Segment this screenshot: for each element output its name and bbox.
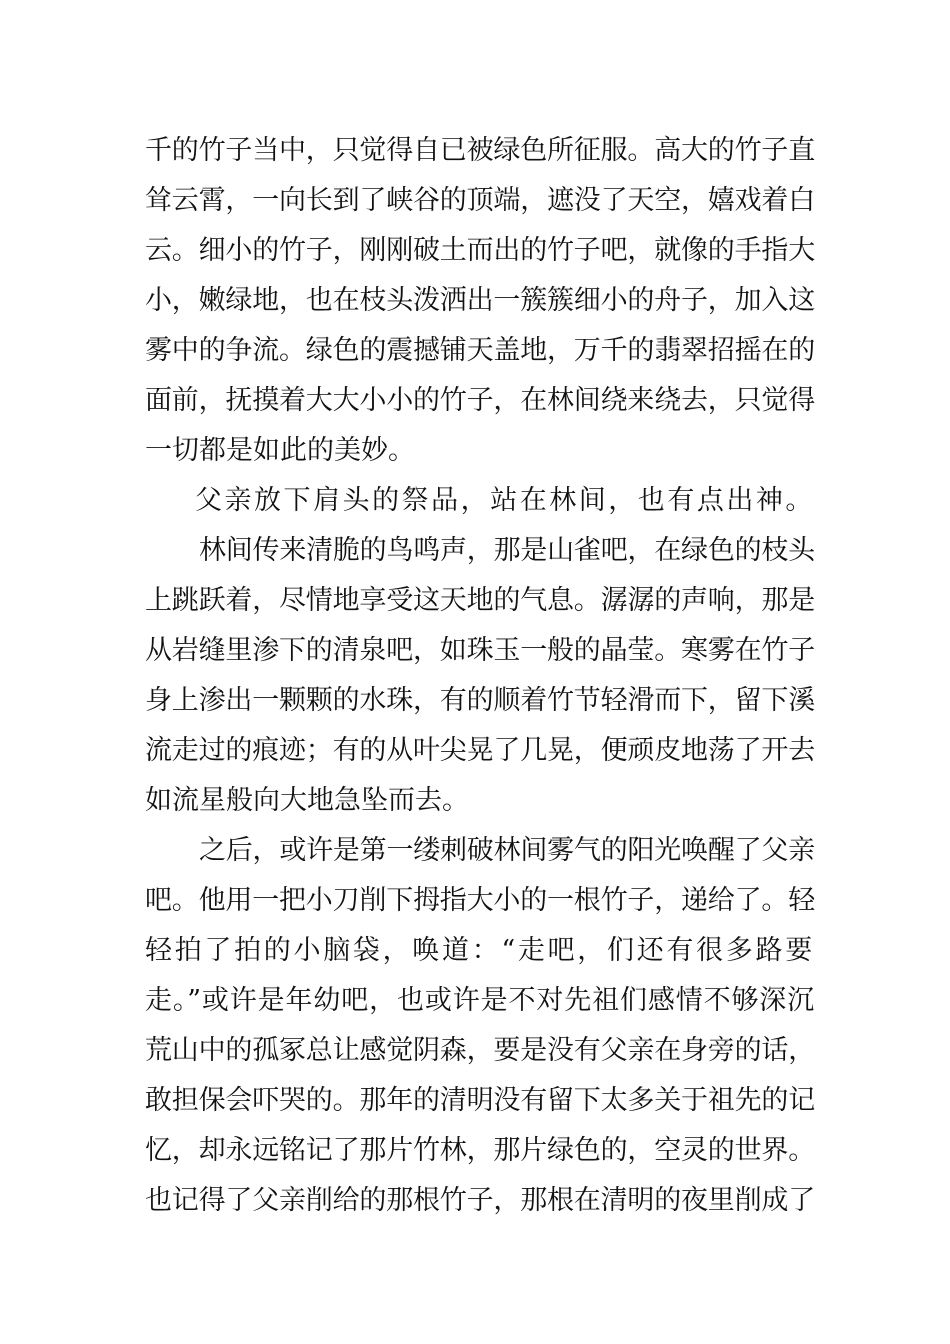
- text-line: 身上渗出一颗颗的水珠，有的顺着竹节轻滑而下，留下溪: [145, 685, 815, 716]
- text-line: 父亲放下肩头的祭品，站在林间，也有点出神。: [195, 485, 815, 516]
- text-line: 千的竹子当中，只觉得自已被绿色所征服。高大的竹子直: [145, 135, 815, 166]
- text-line: 上跳跃着，尽情地享受这天地的气息。潺潺的声响，那是: [145, 585, 815, 616]
- text-line: 林间传来清脆的鸟鸣声，那是山雀吧，在绿色的枝头: [199, 535, 815, 566]
- text-line: 一切都是如此的美妙。: [145, 435, 415, 466]
- text-line: 从岩缝里渗下的清泉吧，如珠玉一般的晶莹。寒雾在竹子: [145, 635, 815, 666]
- text-line: 荒山中的孤冢总让感觉阴森，要是没有父亲在身旁的话，: [145, 1035, 815, 1066]
- text-line: 也记得了父亲削给的那根竹子，那根在清明的夜里削成了: [145, 1185, 815, 1216]
- text-line: 耸云霄，一向长到了峡谷的顶端，遮没了天空，嬉戏着白: [145, 185, 815, 216]
- text-line: 忆，却永远铭记了那片竹林，那片绿色的，空灵的世界。: [145, 1135, 815, 1166]
- text-line: 轻拍了拍的小脑袋，唤道：“走吧，们还有很多路要: [145, 935, 815, 966]
- text-line: 云。细小的竹子，刚刚破土而出的竹子吧，就像的手指大: [145, 235, 815, 266]
- text-line: 之后，或许是第一缕刺破林间雾气的阳光唤醒了父亲: [199, 835, 815, 866]
- text-line: 走。”或许是年幼吧，也或许是不对先祖们感情不够深沉: [145, 985, 816, 1016]
- text-line: 雾中的争流。绿色的震撼铺天盖地，万千的翡翠招摇在的: [145, 335, 815, 366]
- text-line: 面前，抚摸着大大小小的竹子，在林间绕来绕去，只觉得: [145, 385, 815, 416]
- text-line: 敢担保会吓哭的。那年的清明没有留下太多关于祖先的记: [145, 1085, 815, 1116]
- body-text: [145, 126, 815, 1226]
- text-line: 流走过的痕迹；有的从叶尖晃了几晃，便顽皮地荡了开去: [145, 735, 815, 766]
- text-line: 如流星般向大地急坠而去。: [145, 785, 469, 816]
- text-line: 小，嫩绿地，也在枝头泼洒出一簇簇细小的舟子，加入这: [145, 285, 815, 316]
- text-line: 吧。他用一把小刀削下拇指大小的一根竹子，递给了。轻: [145, 885, 815, 916]
